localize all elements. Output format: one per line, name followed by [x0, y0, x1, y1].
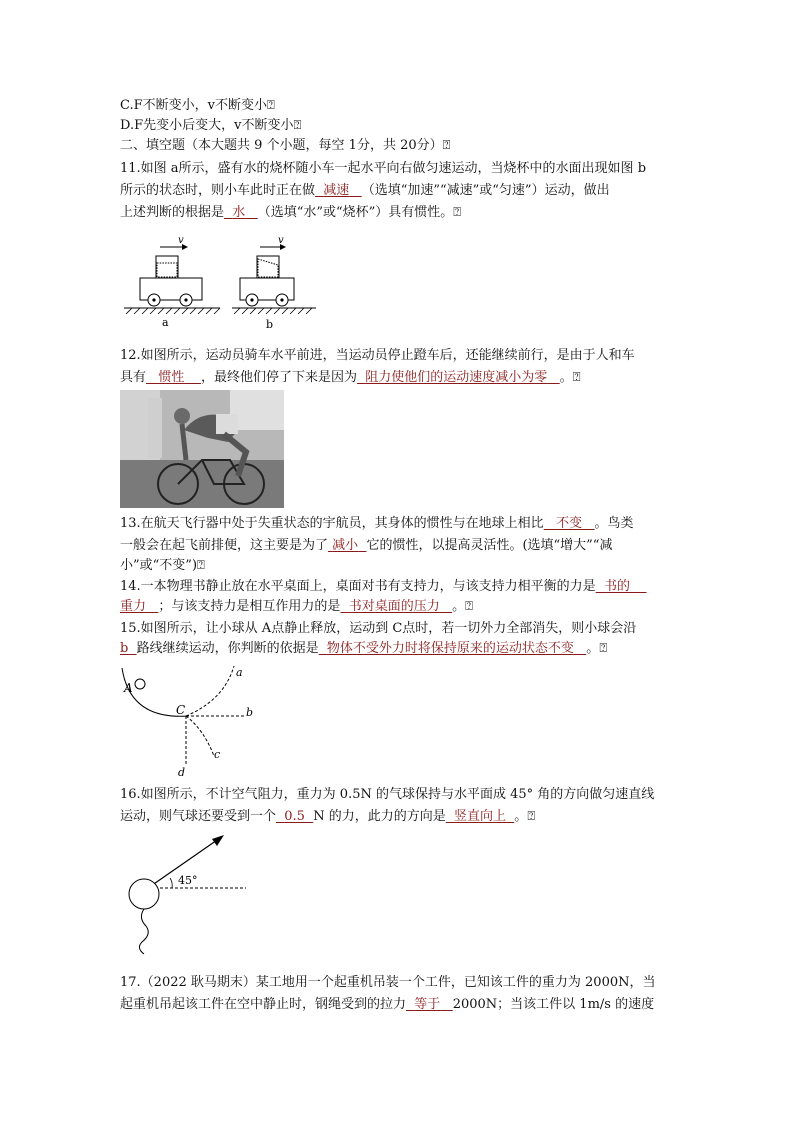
q17-answer-1: 等于 — [414, 997, 441, 1012]
mark-glyph: ⍰ — [442, 138, 451, 153]
q15-line-1: 15.如图所示，让小球从 A点静止释放，运动到 C点时，若一切外力全部消失，则小球会沿 — [120, 621, 637, 636]
mark-glyph: ⍰ — [572, 370, 581, 385]
option-c: C.F不断变小，v不断变小⍰ — [120, 98, 275, 113]
mark-glyph: ⍰ — [465, 599, 473, 614]
q14-line-1: 14.一本物理书静止放在水平桌面上，桌面对书有支持力，与该支持力相平衡的力是 书的 — [120, 578, 647, 596]
q11-figure-carts — [120, 232, 320, 332]
q12-line-1: 12.如图所示，运动员骑车水平前进，当运动员停止蹬车后，还能继续前行，是由于人和车 — [120, 348, 635, 363]
balloon-string — [139, 909, 148, 954]
angle-arc — [170, 878, 172, 888]
q15-answer-1: b — [120, 641, 129, 656]
q12-line-2: 具有 惯性 ，最终他们停了下来是因为 阻力使他们的运动速度减小为零 。⍰ — [120, 370, 581, 385]
balloon — [129, 879, 159, 909]
q11-line-2: 所示的状态时，则小车此时正在做 减速 （选填“加速”“减速”或“匀速”）运动，做出 — [120, 183, 610, 198]
q14-answer-1b: 重力 — [120, 599, 147, 614]
q16-answer-2: 竖直向上 — [454, 809, 507, 824]
velocity-label-a: v — [178, 235, 184, 246]
q14-answer-2: 书对桌面的压力 — [348, 599, 440, 614]
cyclist-photo — [120, 390, 284, 508]
point-c-label: C — [176, 703, 186, 717]
q15-line-2: b 路线继续运动，你判断的依据是 物体不受外力时将保持原来的运动状态不变 。⍰ — [120, 641, 608, 656]
point-a-label: A — [124, 681, 133, 695]
q16-line-2: 运动，则气球还要受到一个 0.5 N 的力，此力的方向是 竖直向上 。⍰ — [120, 809, 536, 824]
q16-line-1: 16.如图所示，不计空气阻力，重力为 0.5N 的气球保持与水平面成 45° 角的方向做匀速直线 — [120, 787, 655, 802]
q11-line-1: 11.如图 a所示，盛有水的烧杯随小车一起水平向右做匀速运动，当烧杯中的水面出现如图 b — [120, 161, 647, 176]
mark-glyph: ⍰ — [266, 98, 275, 113]
figure-label-a: a — [162, 316, 169, 329]
q17-line-2: 起重机吊起该工件在空中静止时，钢绳受到的拉力 等于 2000N；当该工件以 1m/s 的速度 — [120, 997, 655, 1012]
q13-answer-1: 不变 — [556, 516, 583, 531]
figure-label-b: b — [266, 318, 274, 331]
option-d: D.F先变小后变大，v不断变小⍰ — [120, 118, 302, 133]
mark-glyph: ⍰ — [453, 205, 462, 220]
path-c-label: c — [214, 748, 221, 761]
mark-glyph: ⍰ — [527, 809, 536, 824]
path-d-label: d — [178, 766, 186, 779]
angle-label: 45° — [178, 874, 198, 887]
q16-answer-1: 0.5 — [284, 809, 305, 824]
q17-line-1: 17.（2022 耿马期末）某工地用一个起重机吊装一个工件，已知该工件的重力为 2000N，当 — [120, 975, 656, 990]
q15-figure-track — [120, 660, 270, 780]
q11-answer-1: 减速 — [323, 183, 350, 198]
cyclist-illustration — [120, 390, 284, 508]
q12-answer-2: 阻力使他们的运动速度减小为零 — [365, 370, 548, 385]
ball — [135, 679, 145, 689]
path-c — [186, 716, 214, 756]
q15-answer-2: 物体不受外力时将保持原来的运动状态不变 — [326, 641, 574, 656]
q11-answer-2: 水 — [232, 205, 246, 220]
section-heading: 二、填空题（本大题共 9 个小题，每空 1分，共 20分）⍰ — [120, 138, 451, 153]
q14-line-2: 重力 ；与该支持力是相互作用力的是 书对桌面的压力 。⍰ — [120, 599, 473, 614]
q13-line-1: 13.在航天飞行器中处于失重状态的宇航员，其身体的惯性与在地球上相比 不变 。鸟类 — [120, 516, 634, 531]
q13-answer-2: 减小 — [332, 538, 359, 553]
velocity-label-b: v — [278, 235, 284, 246]
path-a-label: a — [236, 666, 243, 679]
q13-line-2: 一般会在起飞前排便，这主要是为了 减小 它的惯性，以提高灵活性。(选填“增大”“减 — [120, 538, 613, 553]
q14-answer-1a: 书的 — [603, 579, 630, 594]
mark-glyph: ⍰ — [197, 558, 205, 573]
arrow-head — [212, 835, 224, 846]
q13-line-3: 小”或“不变”)⍰ — [120, 558, 205, 573]
mark-glyph: ⍰ — [599, 641, 608, 656]
mark-glyph: ⍰ — [293, 118, 302, 133]
q12-answer-1: 惯性 — [158, 370, 185, 385]
cart-a — [124, 235, 220, 329]
path-a — [186, 666, 234, 716]
q16-figure-balloon — [120, 830, 280, 960]
cart-b — [232, 235, 316, 331]
path-b-label: b — [246, 706, 254, 719]
q11-line-3: 上述判断的根据是 水 （选填“水”或“烧杯”）具有惯性。⍰ — [120, 205, 462, 220]
